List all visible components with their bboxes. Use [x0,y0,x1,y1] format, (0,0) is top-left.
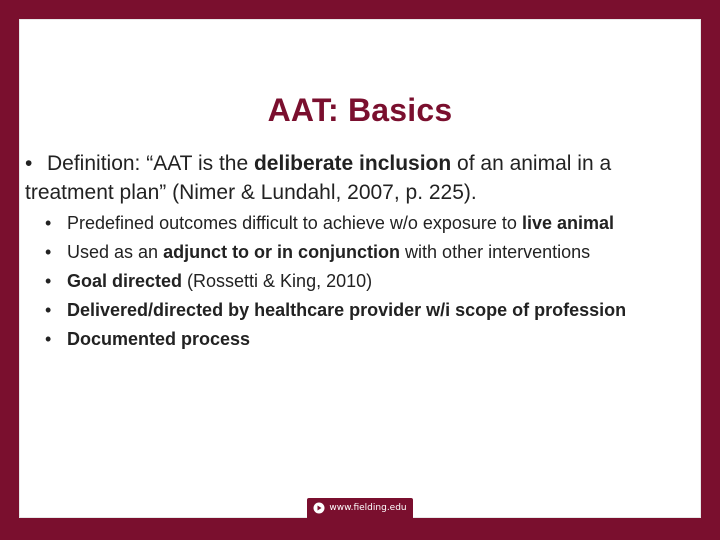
list-item [45,325,626,354]
list-item-emphasis: Documented process [67,329,251,349]
definition-paragraph [25,149,695,207]
footer [19,498,701,518]
list-item-text: Predefined outcomes difficult to achieve w/o exposure to [67,213,522,233]
list-item [45,296,626,325]
bullet: • [45,242,52,262]
definition-text-1: Definition: “AAT is the [47,152,254,175]
list-item [45,238,626,267]
list-item-emphasis: adjunct to or in conjunction [163,242,401,262]
bullet: • [45,300,52,320]
list-item [45,267,626,296]
list-item-text: with other interventions [400,242,591,262]
play-icon [313,502,325,514]
slide-title: AAT: Basics [267,92,453,128]
list-item-emphasis: Goal directed [67,271,183,291]
slide [19,19,701,518]
bullet: • [45,271,52,291]
list-item-text: (Rossetti & King, 2010) [182,271,373,291]
footer-link[interactable] [307,498,412,518]
footer-url: www.fielding.edu [329,503,407,513]
list-item-emphasis: live animal [521,213,614,233]
subpoint-list [45,209,626,354]
list-item-text: Used as an [67,242,164,262]
list-item [45,209,626,238]
definition-text-2: of an animal in a treatment plan” (Nimer & Lundahl, 2007, p. 225). [25,152,612,204]
bullet: • [45,213,52,233]
definition-emphasis: deliberate inclusion [253,152,452,175]
bullet: • [45,329,52,349]
bullet: • [25,152,33,175]
list-item-emphasis: Delivered/directed by healthcare provider w/i scope of profession [67,300,627,320]
